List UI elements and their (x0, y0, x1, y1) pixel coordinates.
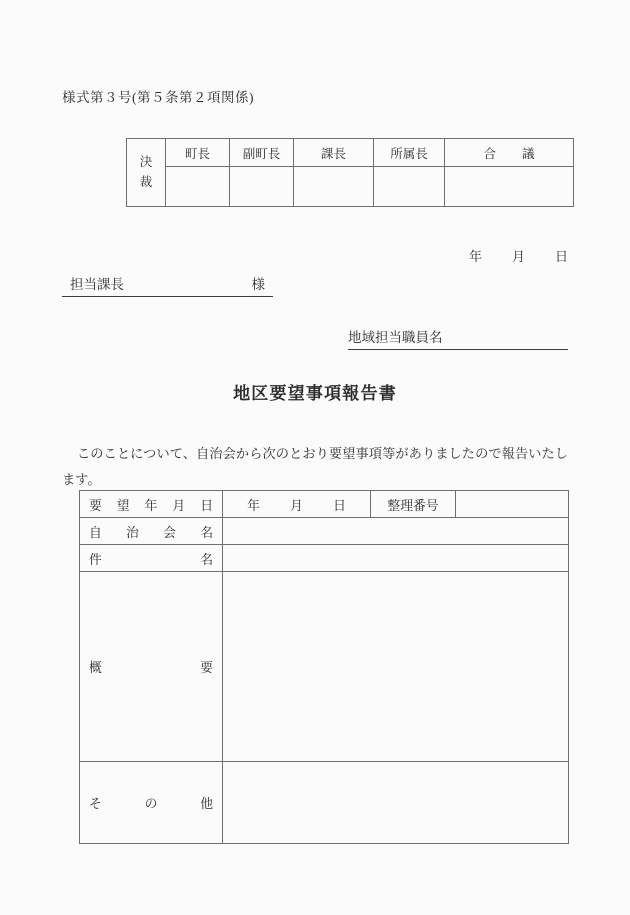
request-date-month-label: 月 (290, 498, 303, 513)
document-date-line (360, 246, 568, 265)
field-request-date[interactable] (223, 491, 371, 518)
approval-value-deputy-mayor[interactable] (230, 167, 294, 207)
request-date-day-label: 日 (333, 498, 346, 513)
date-month-label: 月 (511, 249, 525, 264)
table-row-association-name (80, 518, 569, 545)
label-subject (80, 545, 223, 572)
date-day-label: 日 (554, 249, 568, 264)
approval-header-deputy-mayor: 副町長 (230, 139, 294, 167)
body-paragraph: このことについて、自治会から次のとおり要望事項等がありましたので報告いたします。 (62, 446, 568, 488)
approval-value-mayor[interactable] (166, 167, 230, 207)
page-title: 地区要望事項報告書 (233, 384, 397, 403)
approval-header-mayor: 町長 (166, 139, 230, 167)
label-outline (80, 572, 223, 762)
consultation-label-part-1: 合 (483, 146, 496, 161)
field-subject[interactable] (223, 545, 569, 572)
approval-label-cell (127, 139, 166, 207)
label-request-date-char-2: 望 (116, 498, 130, 513)
request-detail-table (79, 490, 569, 844)
approval-value-division-chief[interactable] (374, 167, 445, 207)
field-reference-number[interactable] (456, 491, 569, 518)
approval-header-division-chief: 所属長 (374, 139, 445, 167)
approval-header-section-chief: 課長 (294, 139, 374, 167)
label-subject-char-2: 名 (200, 552, 213, 567)
table-row-subject (80, 545, 569, 572)
addressee-line (62, 273, 273, 297)
field-outline[interactable] (223, 572, 569, 762)
approval-value-consultation[interactable] (445, 167, 574, 207)
approval-value-row (127, 167, 574, 207)
addressee-honorific: 様 (251, 277, 265, 292)
label-request-date-char-1: 要 (89, 498, 102, 513)
form-number: 様式第３号(第５条第２項関係) (62, 90, 254, 105)
label-request-date-char-4: 月 (172, 498, 186, 513)
consultation-label-part-2: 議 (522, 146, 535, 161)
approval-stamp-table (126, 138, 574, 207)
label-reference-number: 整理番号 (371, 491, 456, 518)
field-association-name[interactable] (223, 518, 569, 545)
request-date-year-label: 年 (247, 498, 260, 513)
label-association-name-char-2: 治 (126, 525, 139, 540)
staff-name-line: 地域担当職員名 (348, 326, 568, 350)
label-outline-char-1: 概 (89, 661, 102, 675)
label-request-date (80, 491, 223, 518)
label-association-name (80, 518, 223, 545)
table-row-other (80, 762, 569, 844)
table-row-outline (80, 572, 569, 762)
label-subject-char-1: 件 (89, 552, 102, 567)
approval-value-section-chief[interactable] (294, 167, 374, 207)
label-other-char-1: そ (89, 797, 102, 811)
table-row-request-date (80, 491, 569, 518)
addressee-title: 担当課長 (70, 277, 124, 292)
label-other-char-2: の (144, 797, 158, 811)
label-association-name-char-3: 会 (163, 525, 176, 540)
label-request-date-char-3: 年 (144, 498, 158, 513)
approval-label-char-2: 裁 (139, 174, 153, 189)
label-other-char-3: 他 (200, 797, 213, 811)
label-association-name-char-4: 名 (200, 525, 213, 540)
label-request-date-char-5: 日 (200, 498, 213, 513)
label-other (80, 762, 223, 844)
approval-label-char-1: 決 (139, 155, 153, 170)
label-outline-char-2: 要 (200, 661, 213, 675)
approval-header-row (127, 139, 574, 167)
field-other[interactable] (223, 762, 569, 844)
label-association-name-char-1: 自 (89, 525, 102, 540)
date-year-label: 年 (468, 249, 482, 264)
approval-header-consultation (445, 139, 574, 167)
